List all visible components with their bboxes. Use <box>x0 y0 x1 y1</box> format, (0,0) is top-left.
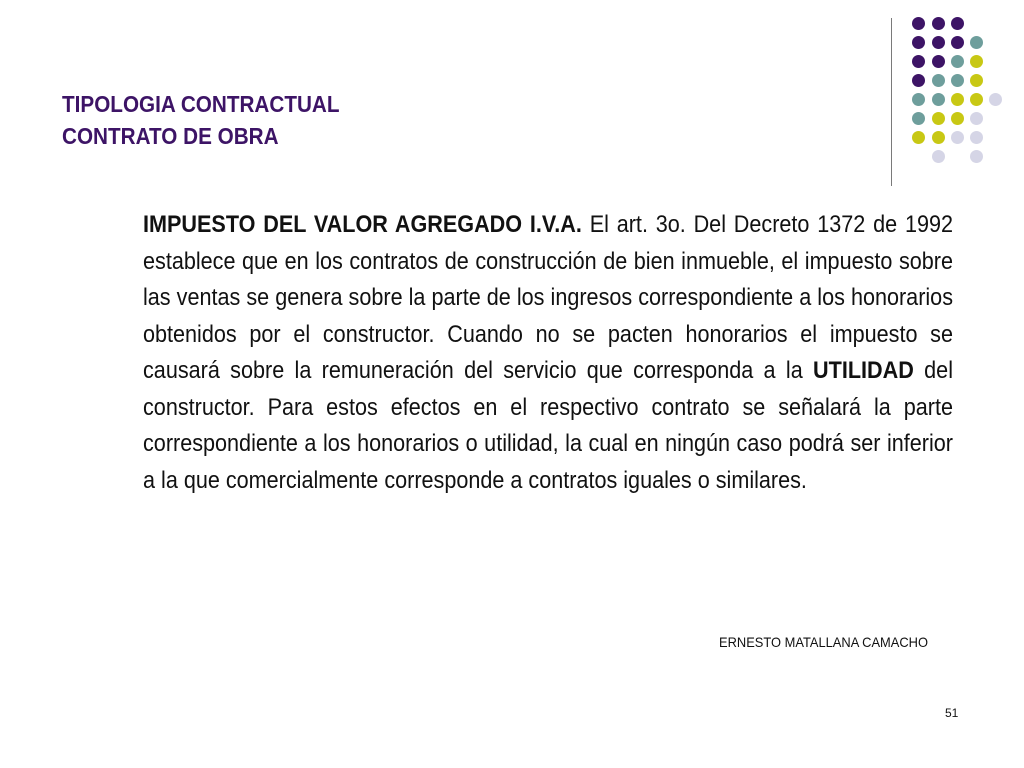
body-emphasis: UTILIDAD <box>813 357 914 384</box>
decorative-dot <box>970 131 983 144</box>
title-line-1: TIPOLOGIA CONTRACTUAL <box>62 91 340 117</box>
decorative-dot <box>912 17 925 30</box>
body-text-part-1: El art. 3o. Del Decreto 1372 de 1992 establece que en los contratos de construcción de bien inmueble, el impuesto sobre las ventas se genera sobre la parte de los ingresos correspondiente a los honorarios obtenidos por el constructor. Cuando no se pacten honorarios el impuesto se causará sobre la remuneración del servicio que corresponda a la <box>143 211 954 384</box>
decorative-dot <box>932 36 945 49</box>
decorative-dot <box>932 131 945 144</box>
decorative-dot <box>912 74 925 87</box>
decorative-dot <box>951 55 964 68</box>
decorative-dot <box>912 36 925 49</box>
decorative-dot <box>932 150 945 163</box>
decorative-dot <box>912 112 925 125</box>
decorative-dot <box>951 93 964 106</box>
decorative-dot <box>951 74 964 87</box>
decorative-dot <box>970 112 983 125</box>
decorative-dot <box>970 55 983 68</box>
decorative-dot <box>951 131 964 144</box>
decorative-dot <box>932 112 945 125</box>
decorative-dot <box>932 74 945 87</box>
decorative-dot <box>932 93 945 106</box>
divider-line <box>891 18 892 186</box>
decorative-dot <box>932 55 945 68</box>
decorative-dot <box>989 93 1002 106</box>
slide-title <box>62 88 340 152</box>
decorative-dot <box>932 17 945 30</box>
decorative-dot <box>912 55 925 68</box>
body-text-part-2: del constructor. Para estos efectos en el respectivo contrato se señalará la parte correspondiente a los honorarios o utilidad, la cual en ningún caso podrá ser inferior a la que comercialmente corresponde a contratos iguales o similares. <box>143 357 953 494</box>
page-number: 51 <box>945 706 959 720</box>
decorative-dot <box>951 36 964 49</box>
decorative-dot <box>951 17 964 30</box>
body-heading: IMPUESTO DEL VALOR AGREGADO I.V.A. <box>143 211 582 238</box>
decorative-dot <box>970 74 983 87</box>
decorative-dot <box>912 93 925 106</box>
decorative-dot <box>912 131 925 144</box>
body-paragraph <box>143 207 953 499</box>
decorative-dot <box>970 36 983 49</box>
title-line-2: CONTRATO DE OBRA <box>62 123 279 149</box>
author-name: ERNESTO MATALLANA CAMACHO <box>719 634 928 650</box>
decorative-dot <box>970 150 983 163</box>
decorative-dot <box>970 93 983 106</box>
decorative-dot <box>951 112 964 125</box>
